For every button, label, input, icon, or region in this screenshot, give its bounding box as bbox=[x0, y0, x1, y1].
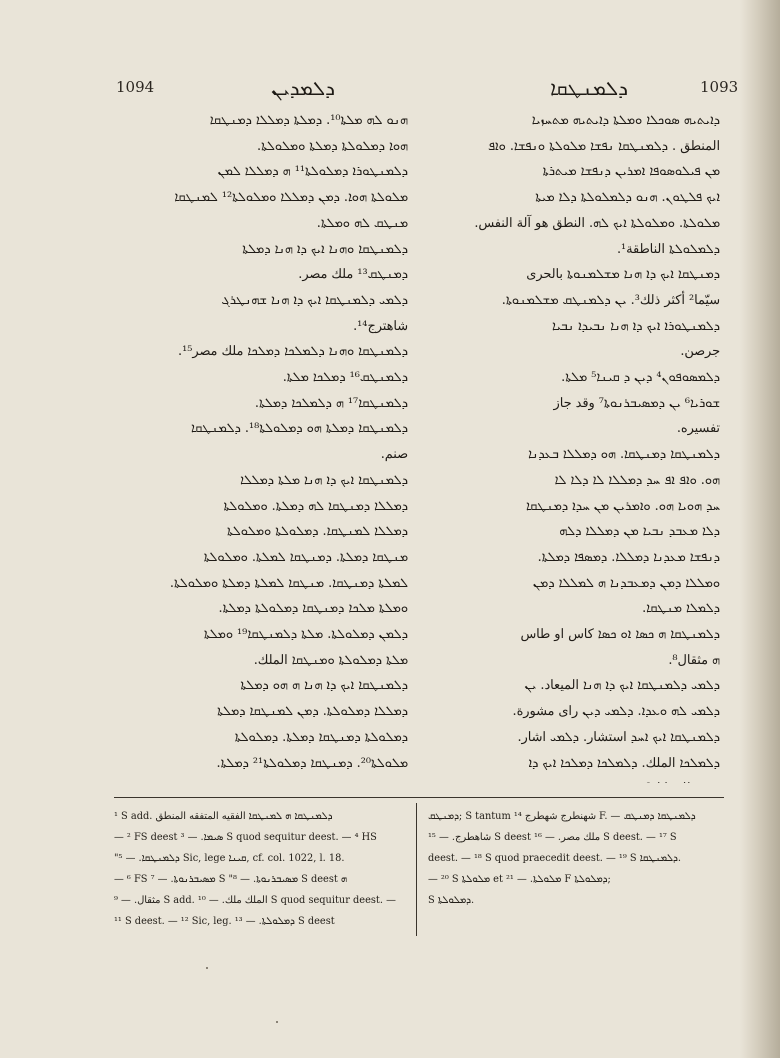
dictionary-line bbox=[108, 776, 408, 783]
right-text-column bbox=[420, 108, 720, 783]
footnote-line: ¹¹ S deest. — ¹² Sic, leg. ܕܡܠܘܠܬܐ. — ¹³ S deest bbox=[114, 916, 335, 927]
footnote-line: مثقال. — ⁹ S add. الملك ملك. — ¹⁰ S quod sequitur deest. — bbox=[114, 895, 396, 906]
dictionary-line: ܕܠܡܢܛܩܐ ܕܡܢܛܩܐ. ܗܘ ܕܡܠܠܐ ܒܥܕܢܐ bbox=[528, 447, 720, 463]
dictionary-line: ܘܡܠܠܐ ܕܡܢ ܕܡܥܒܕܢܐ ܗ ܠܡܠܠܐ ܕܡܢ bbox=[532, 575, 720, 591]
footnote-line: deest. — ¹⁸ S quod praecedit deest. — ¹⁹ S ܕܠܡܢܛܩܐ. bbox=[428, 853, 681, 864]
dictionary-line: ܡܠܘܠܬܐ. ܘܡܠܘܠܬܐ ܐܝܟ ܠܗ. النطق هو آلة النفس. bbox=[474, 215, 720, 231]
right-footnotes bbox=[428, 806, 722, 946]
dictionary-line: ܫܘܪܝܐ⁶ ܝܢ ܕܡܣܝܒܪܢܘܬܐ⁷ وقد جاز bbox=[553, 395, 720, 411]
footnote-line: — ⁶ FS ܡܣܝܒܪܢܘܬܐ. — ⁷ S "ܡܣܝܒܪܢܘܬܐ. — ⁸ S deest ܗ bbox=[114, 874, 348, 885]
footnote-line: ¹ S add. ܕܠܡܢܛܩܐ ܗ ܠܡܢܛܩܐ الفقيه المتفقه المنطق bbox=[114, 811, 333, 822]
right-page-number: 1093 bbox=[700, 78, 739, 96]
dictionary-line: جرصن. bbox=[680, 344, 720, 360]
dictionary-line: ܕܠܡܢܛܩܐ ܗ ܟܣܐ ܐܘ ܟܣܐ كاس او طاس bbox=[520, 627, 720, 643]
dictionary-line: ܕܡܠܠܐ ܕܡܢܛܩܐ ܠܗ ܕܡܠܬܐ. ܘܡܠܘܠܬܐ bbox=[223, 498, 408, 514]
dictionary-line: ܕܡܠܠܐ ܠܡܢܛܩܐ. ܕܡܠܘܠܬܐ ܘܡܠܘܠܬܐ bbox=[227, 524, 408, 540]
dictionary-line: ܡܠܬܐ ܕܡܠܘܠܬܐ ܘܡܢܛܩܐ الملك. bbox=[253, 652, 408, 668]
dictionary-line: ܕܢܦܫܐ ܡܥܕܢܐ ܕܡܠܠܐ. ܕܡܣܦܐ ܕܡܠܬܐ. bbox=[537, 549, 720, 565]
dictionary-line: ܕܠܡܠܘܠܬܐ الناطقة¹. bbox=[616, 241, 720, 257]
dictionary-line: ܗܢܘ ܠܗ ܡܠܬܐ¹⁰. ܕܡܠܬܐ ܕܡܠܠܐ ܕܡܢܛܩܐ bbox=[209, 113, 408, 128]
dictionary-line: سيّما² أكثر ذلك³. ܝܢ ܕܠܡܢܛܩ ܡܫܠܡܢܘܬܐ. bbox=[501, 292, 720, 308]
footnote-column-divider bbox=[416, 803, 417, 936]
dictionary-line: ܕܐܝܬܝܗ ܣܘܟܠܐ ܘܡܠܬܐ ܕܐܝܬܝܗ ܡܬܚܙܝܐ bbox=[531, 113, 720, 128]
dictionary-line: ܡܠܘܠܬܐ²⁰. ܕܡܢܛܩܐ ܕܡܠܘܠܬܐ²¹ ܕܡܠܬܐ. bbox=[216, 755, 408, 771]
dictionary-line: ܗܘܐ ܕܡܠܘܠܬܐ ܕܡܠܬܐ ܘܡܠܘܠܬܐ. bbox=[257, 138, 408, 154]
dictionary-line: ܕܠܐ ܡܥܒܕ ܢܒܝܐ ܡܢ ܕܡܠܠܐ ܕܠܗ bbox=[559, 524, 720, 540]
dictionary-line: المنطق . ܕܠܡܢܛܩܐ ܢܦܫܐ ܡܠܘܠܬܐ ܘܢܦܫܐ. ܘܐܦ bbox=[488, 138, 720, 154]
dictionary-line: ܕܠܡܢܛܘܪܐ ܐܝܟ ܕܐ ܗܢܐ ܢܒܝܕܐ ܢܒܝܐ bbox=[551, 318, 720, 334]
dictionary-line: ܕܠܡܢܛܩܐ ܘܗܢܐ ܐܝܟ ܕܐ ܗܢܐ ܕܡܠܬܐ bbox=[242, 241, 408, 257]
dictionary-line: ܕܠܡܢܛܩܐ ܐܝܟ ܕܐ ܗܢܐ ܡܠܬܐ ܕܡܠܠܐ bbox=[240, 472, 408, 488]
footnote-divider bbox=[114, 797, 724, 798]
footnote-line: S ܕܡܠܘܠܬܐ. bbox=[428, 895, 475, 906]
dictionary-line: ܗܘ. ܘܐܦ ܐܦ ܚܕ ܕܡܠܠܐ ܠܐ ܕܠܐ ܠܐ bbox=[554, 472, 720, 488]
dictionary-line: ܗ مثقال⁸. bbox=[668, 652, 720, 668]
dictionary-line: ܕܠܡܢܛܩܐ ܐܝܟ ܕܐ ܗܢܐ ܗ ܗܘ ܕܡܠܬܐ bbox=[240, 678, 408, 694]
dictionary-line: ܕܠܡܢܛܘܪܐ ܕܡܠܘܠܬܐ¹¹ ܗ ܕܡܠܠܐ ܠܡܢ bbox=[217, 164, 408, 180]
dictionary-line: ܕܠܡܢ ܕܡܠܘܠܬܐ. ܡܠܬܐ ܕܠܡܢܛܩܐ¹⁹ ܘܡܠܬܐ bbox=[203, 627, 408, 643]
page-speck bbox=[276, 1021, 278, 1023]
dictionary-line: ܕܠܡܢܛܩ¹⁶ ܕܡܠܟܐ ܡܠܬܐ. bbox=[282, 370, 408, 386]
dictionary-line: ܕܡܠܠܐ ܕܡܠܘܠܬܐ. ܕܡܢ ܠܡܢܛܩܐ ܕܡܠܬܐ bbox=[217, 704, 408, 720]
footnote-line: ܕܡܢܛܩ; S tantum شهنطرج شهطرج ¹⁴ F. — ܕܠܡܢܛܩܐ ܕܡܢܛܩ bbox=[428, 811, 696, 822]
dictionary-line: ܕܠܡܢܛܩܐ ܐܝܟ ܐܚܕ استشار. ܕܠܡܝ اشار. bbox=[517, 729, 720, 745]
dictionary-line: تفسيره. bbox=[676, 421, 720, 437]
dictionary-line: ܕܡܢܛܩܐ ܐܝܟ ܕܐ ܗܢܐ ܡܫܠܡܢܘܬܐ بالحرى bbox=[526, 267, 720, 283]
footnote-line: "ܕܠܡܢܛܩܐ. — ⁵ Sic, lege ܩܝܢܐ, cf. col. 1022, l. 18. bbox=[114, 853, 345, 864]
dictionary-line: ܕܠܡܠܐ ܡܢܛܩܐ. bbox=[642, 601, 720, 617]
dictionary-line: ܕܠܡܝ ܕܠܡܢܛܩܐ ܐܝܟ ܕܐ ܗܢܐ الميعاد. ܝܢ bbox=[524, 678, 720, 694]
dictionary-line: ܡܠܘܠܬܐ ܗܘܐ. ܕܡܢ ܕܡܠܠܐ ܘܡܠܘܠܬܐ¹² ܠܡܢܛܩܐ bbox=[174, 190, 408, 206]
dictionary-line: ܠܡܠܬܐ ܕܡܢܛܩܐ. ܡܢܛܩܐ ܠܡܠܬܐ ܕܡܠܬܐ ܘܡܠܘܠܬܐ. bbox=[169, 575, 408, 591]
dictionary-line: ܕܡܠܘܠܬܐ ܕܡܢܛܩܐ ܕܡܠܬܐ. ܕܡܠܘܠܬܐ bbox=[234, 729, 408, 745]
dictionary-line: ܕܠܡܠܟܐ الملك. ܕܠܡܠܟܐ ܕܡܠܟܐ ܐܝܟ ܕܐ bbox=[528, 755, 720, 771]
dictionary-line: ܘܡܠܬܐ ܡܠܟܐ ܕܡܢܛܩܐ ܕܡܠܘܠܬܐ ܕܡܠܬܐ. bbox=[218, 601, 408, 617]
left-page-number: 1094 bbox=[116, 78, 155, 96]
footnote-line: — ² FS deest ܣܝܡܐ. — ³ S quod sequitur deest. — ⁴ HS bbox=[114, 832, 377, 843]
dictionary-line: ܕܠܡܝ ܠܗ ܘܥܕܐ. ܕܠܡܝ ܕܝܢ راى مشورة. bbox=[512, 704, 720, 720]
right-running-head: ܕܠܡܢܛܩܐ bbox=[550, 76, 628, 100]
dictionary-line bbox=[420, 776, 720, 783]
footnote-line: — ²⁰ S ܡܠܘܠܬܐ et ܡܠܘܠܬܐ. — ²¹ F ܕܡܠܘܠܬܐ; bbox=[428, 874, 611, 885]
left-text-column bbox=[108, 108, 408, 783]
dictionary-line: ܕܠܡܢܛܩܐ ܕܡܠܬܐ ܗܘ ܕܡܠܘܠܬܐ¹⁸. ܕܠܡܢܛܩܐ bbox=[191, 421, 408, 437]
dictionary-line: ܕܠܡܝ ܕܠܡܢܛܩܐ ܐܝܟ ܕܐ ܗܢܐ ܫܗܢܛܪܓ bbox=[221, 292, 408, 308]
dictionary-line: ܕܠܡܢܛܩܐ¹⁷ ܗ ܕܠܡܠܟܐ ܕܡܠܬܐ. bbox=[254, 395, 408, 411]
dictionary-line: ܡܢܛܩ ܠܗ ܘܡܠܬܐ. bbox=[316, 215, 408, 231]
dictionary-line: صنم. bbox=[380, 447, 408, 463]
book-binding-shadow bbox=[740, 0, 780, 1058]
dictionary-line: ܡܢ ܦܝܠܘܣܘܦܐ ܐܡܪܝܢ ܕܢܦܫܐ ܡܝܬܪܬܐ bbox=[542, 164, 720, 180]
dictionary-line: ܐܝܟ ܦܠܛܘܢ. ܗܢܘ ܕܠܡܠܘܠܬܐ ܕܠܐ ܡܝܬܐ bbox=[535, 190, 720, 206]
left-running-head: ܕܠܡܕܝܢ bbox=[271, 76, 335, 100]
dictionary-line: ܚܕ ܗܘܝܐ ܗܘ. ܘܐܡܪܝܢ ܡܢ ܚܕܐ ܕܡܢܛܩܐ bbox=[526, 498, 720, 514]
dictionary-line: ܕܡܢܛܩ¹³ ملك مصر. bbox=[298, 267, 408, 283]
dictionary-line: ܕܠܡܢܛܩܐ ܘܗܢܐ ܕܠܡܠܟܐ ܕܡܠܟܐ ملك مصر¹⁵. bbox=[178, 344, 408, 360]
dictionary-line: ܡܢܛܩܐ ܕܡܠܬܐ. ܕܡܢܛܩܐ ܠܡܠܬܐ. ܘܡܠܘܠܬܐ bbox=[203, 549, 408, 565]
dictionary-line: شاهترج¹⁴. bbox=[353, 318, 408, 334]
left-footnotes bbox=[114, 806, 406, 946]
page-speck bbox=[206, 967, 208, 969]
footnote-line: شاهطرج. — ¹⁵ S deest ملك مصر. — ¹⁶ S deest. — ¹⁷ S bbox=[428, 832, 677, 843]
dictionary-line: ܕܠܡܣܘܦܘܢ⁴ ܕܝܢ ܕ ܩܝܢܐ⁵ ܡܠܬܐ. bbox=[561, 370, 720, 386]
